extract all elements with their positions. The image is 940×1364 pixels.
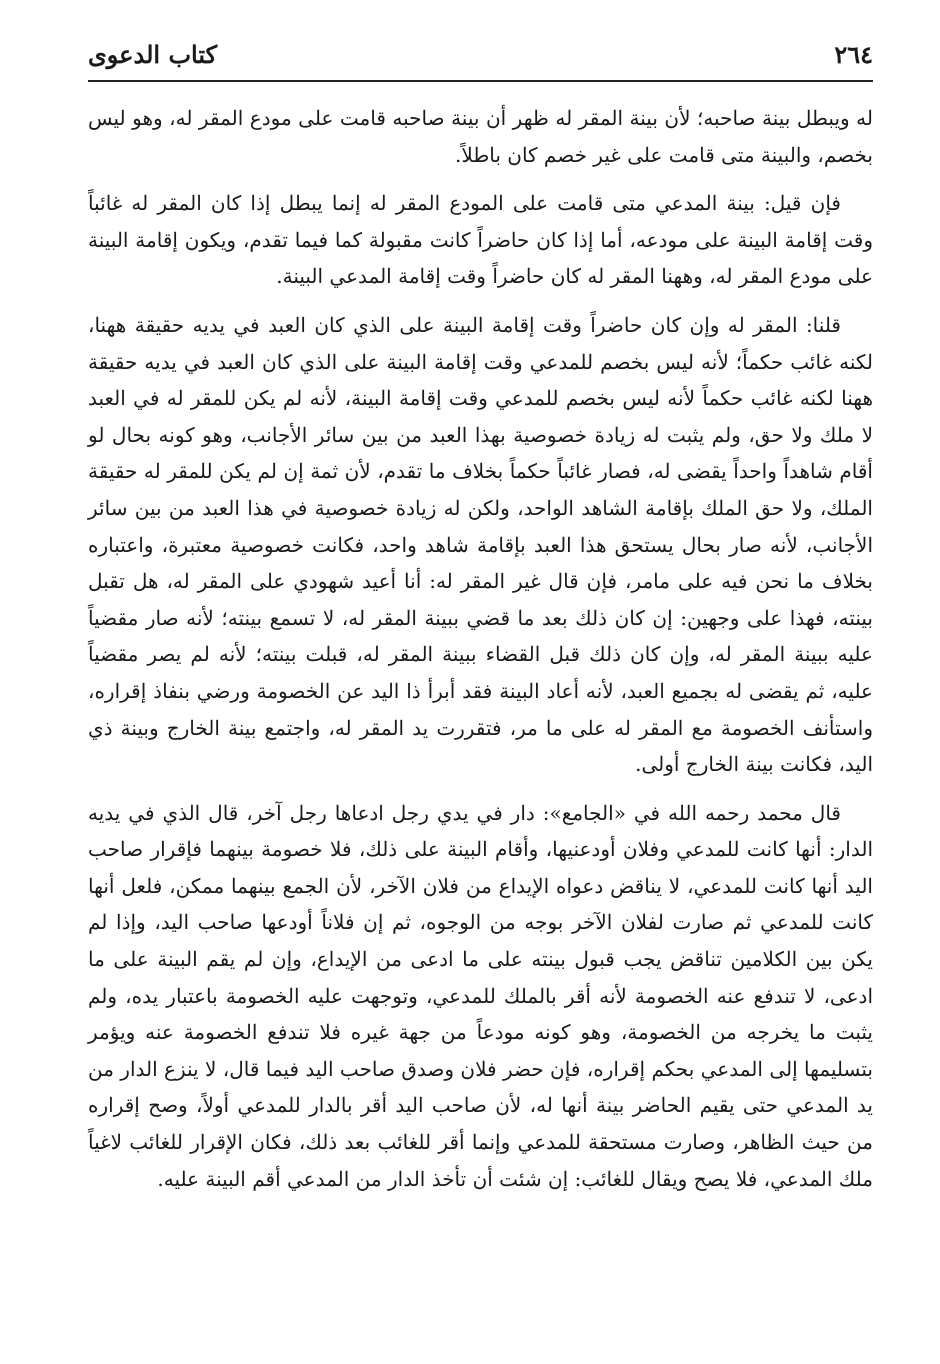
page-header xyxy=(88,38,873,76)
paragraph: قلنا: المقر له وإن كان حاضراً وقت إقامة البينة على الذي كان العبد في يديه حقيقة ههنا، لكنه غائب حكماً؛ لأنه ليس بخصم للمدعي وقت إقامة البينة على الذي كان العبد في يديه حقيقة ههنا لكنه غائب حكماً لأنه ليس بخصم للمدعي وقت إقامة البينة، لأنه لم يكن للمقر له في العبد لا ملك ولا حق، ولم يثبت له زيادة خصوصية بهذا العبد من بين سائر الأجانب، وهو كونه بحال لو أقام شاهداً واحداً يقضى له، فصار غائباً حكماً بخلاف ما تقدم، لأن ثمة إن لم يكن للمقر له حقيقة الملك، ولا حق الملك بإقامة الشاهد الواحد، ولكن له زيادة خصوصية في هذا العبد من بين سائر الأجانب، لأنه صار بحال يستحق هذا العبد بإقامة شاهد واحد، فكانت خصوصية معتبرة، واعتباره بخلاف ما نحن فيه على مامر، فإن قال غير المقر له: أنا أعيد شهودي على المقر له، هل تقبل بينته، فهذا على وجهين: إن كان ذلك بعد ما قضي ببينة المقر له، لا تسمع بينته؛ لأنه صار مقضياً عليه ببينة المقر له، وإن كان ذلك قبل القضاء ببينة المقر له، قبلت بينته؛ لأنه لم يصر مقضياً عليه، ثم يقضى له بجميع العبد، لأنه أعاد البينة فقد أبرأ ذا اليد عن الخصومة ورضي بنفاذ إقراره، واستأنف الخصومة مع المقر له على ما مر، فتقررت يد المقر له، واجتمع بينة الخارج وبينة ذي اليد، فكانت بينة الخارج أولى. xyxy=(88,312,873,777)
paragraph: فإن قيل: بينة المدعي متى قامت على المودع المقر له إنما يبطل إذا كان المقر له غائباً وقت إقامة البينة على مودعه، أما إذا كان حاضراً كانت مقبولة كما فيما تقدم، ويكون إقامة البينة على مودع المقر له، وههنا المقر له كان حاضراً وقت إقامة المدعي البينة. xyxy=(88,191,873,289)
page-body xyxy=(88,100,873,1197)
paragraph: قال محمد رحمه الله في «الجامع»: دار في يدي رجل ادعاها رجل آخر، قال الذي في يديه الدار: أنها كانت للمدعي وفلان أودعنيها، وأقام البينة على ذلك، فلا خصومة بينهما فإقرار صاحب اليد أنها كانت للمدعي، لا يناقض دعواه الإيداع من فلان الآخر، لأن الجمع بينهما ممكن، فلعل أنها كانت للمدعي ثم صارت لفلان الآخر بوجه من الوجوه، ثم إن فلاناً أودعها صاحب اليد، وإذا لم يكن بين الكلامين تناقض يجب قبول بينته على ما ادعى من الإيداع، وإن لم يقم البينة على ما ادعى، لا تندفع عنه الخصومة لأنه أقر بالملك للمدعي، وتوجهت عليه الخصومة باعتبار يده، ولم يثبت ما يخرجه من الخصومة، وهو كونه مودعاً من جهة غيره فلا تندفع الخصومة عنه ويؤمر بتسليمها إلى المدعي بحكم إقراره، فإن حضر فلان وصدق صاحب اليد فيما قال، لا ينزع الدار من يد المدعي حتى يقيم الحاضر بينة أنها له، لأن صاحب اليد أقر بالدار للمدعي أولاً، وصح إقراره من حيث الظاهر، وصارت مستحقة للمدعي وإنما أقر للغائب بعد ذلك، فكان الإقرار للغائب لاغياً ملك المدعي، فلا يصح ويقال للغائب: إن شئت أن تأخذ الدار من المدعي أقم البينة عليه. xyxy=(88,800,873,1191)
paragraph: له ويبطل بينة صاحبه؛ لأن بينة المقر له ظهر أن بينة صاحبه قامت على مودع المقر له، وهو ليس بخصم، والبينة متى قامت على غير خصم كان باطلاً. xyxy=(88,106,874,167)
running-title: كتاب الدعوى xyxy=(88,40,218,69)
header-divider xyxy=(88,80,873,82)
page-number: ٢٦٤ xyxy=(834,40,873,69)
